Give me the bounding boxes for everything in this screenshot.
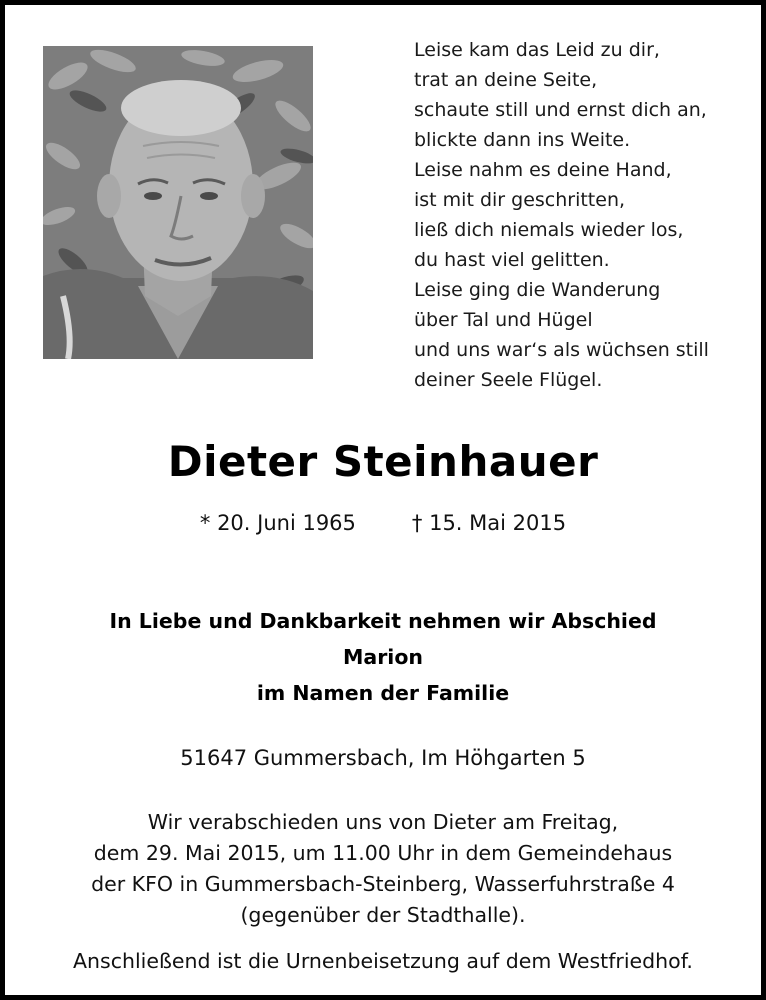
poem-line: ist mit dir geschritten,	[414, 189, 626, 211]
poem-line: über Tal und Hügel	[414, 309, 593, 331]
birth-date: * 20. Juni 1965	[199, 511, 356, 535]
poem-line: deiner Seele Flügel.	[414, 369, 603, 391]
poem-line: trat an deine Seite,	[414, 69, 598, 91]
service-line: (gegenüber der Stadthalle).	[240, 903, 526, 927]
burial-note: Anschließend ist die Urnenbeisetzung auf dem Westfriedhof.	[73, 949, 693, 973]
portrait-photo	[43, 46, 313, 359]
poem-line: ließ dich niemals wieder los,	[414, 219, 684, 241]
deceased-name: Dieter Steinhauer	[167, 437, 599, 486]
service-line: dem 29. Mai 2015, um 11.00 Uhr in dem Gemeindehaus	[93, 841, 673, 865]
poem-line: Leise nahm es deine Hand,	[414, 159, 672, 181]
poem-line: und uns war‘s als wüchsen still	[414, 339, 709, 361]
poem-line: Leise kam das Leid zu dir,	[414, 39, 660, 61]
service-line: der KFO in Gummersbach-Steinberg, Wasserfuhrstraße 4	[91, 872, 675, 896]
portrait-photo-image	[43, 46, 313, 359]
farewell-line: In Liebe und Dankbarkeit nehmen wir Abschied	[109, 609, 657, 633]
poem-line: schaute still und ernst dich an,	[414, 99, 707, 121]
life-dates	[5, 511, 761, 535]
poem-line: blickte dann ins Weite.	[414, 129, 631, 151]
poem-line: du hast viel gelitten.	[414, 249, 610, 271]
poem	[414, 35, 754, 395]
service-details	[5, 807, 761, 931]
service-line: Wir verabschieden uns von Dieter am Freitag,	[147, 810, 619, 834]
death-date: † 15. Mai 2015	[411, 511, 567, 535]
poem-line: Leise ging die Wanderung	[414, 279, 661, 301]
mourner-address: 51647 Gummersbach, Im Höhgarten 5	[180, 746, 586, 770]
family-line: im Namen der Familie	[256, 681, 510, 705]
mourner-name: Marion	[342, 645, 424, 669]
family-farewell	[5, 603, 761, 711]
